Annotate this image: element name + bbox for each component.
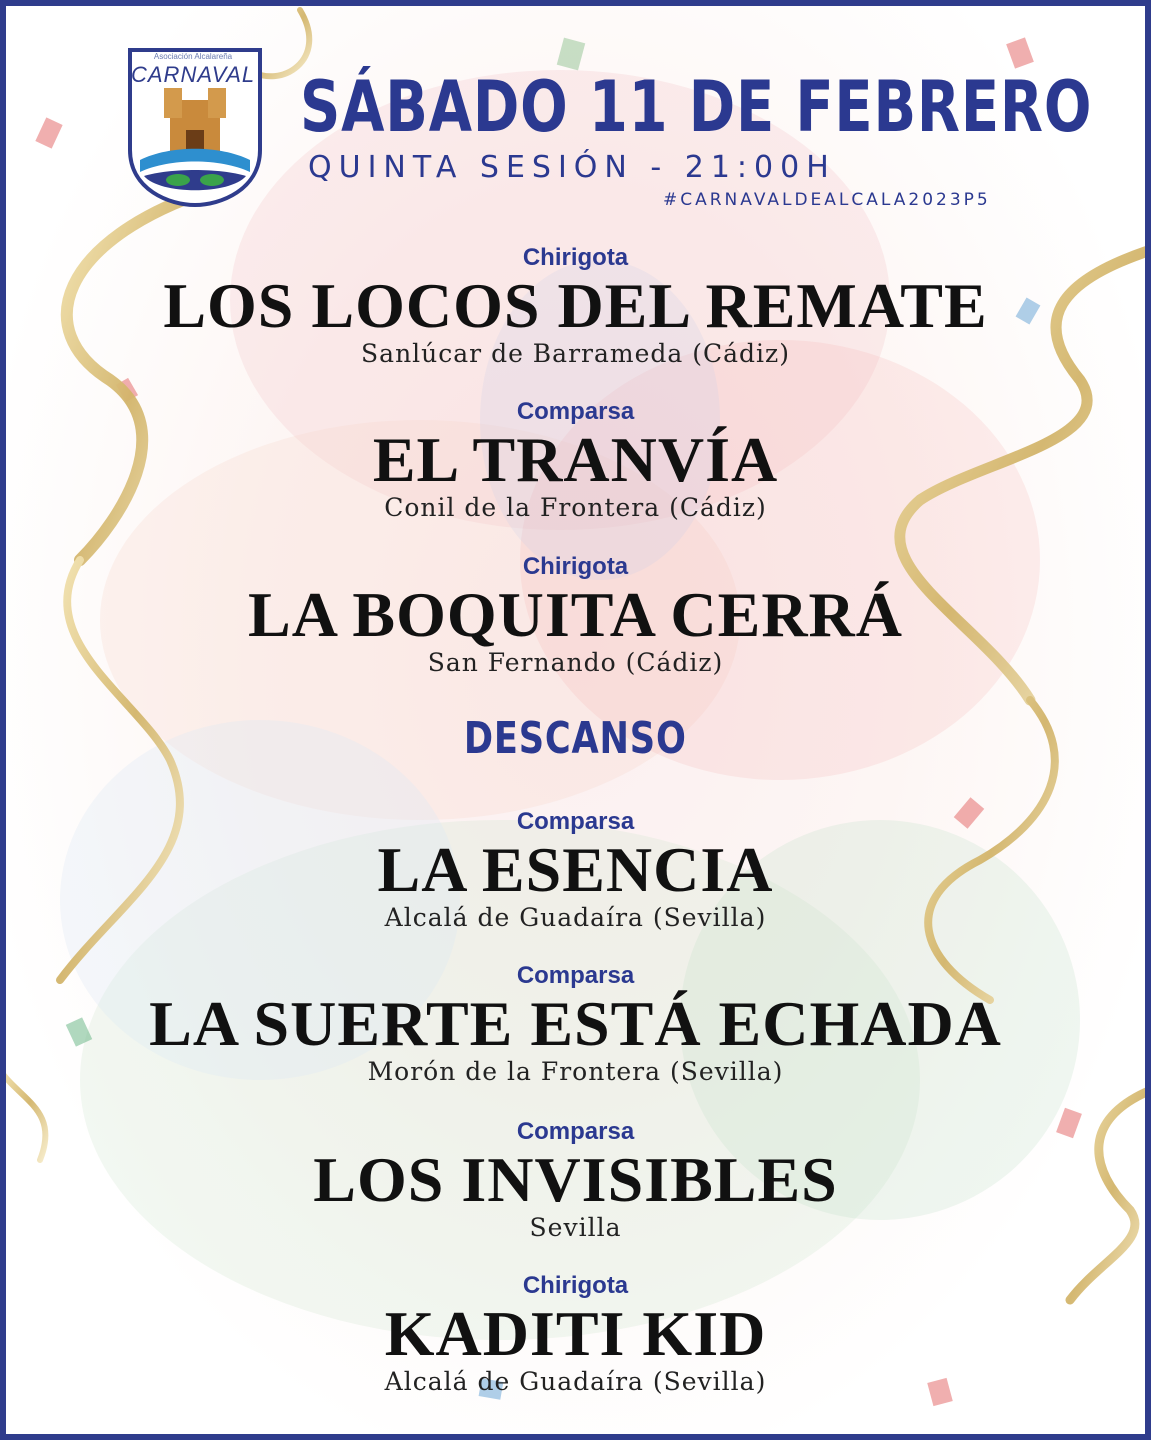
entry-name: LOS LOCOS DEL REMATE [163, 270, 988, 341]
entry-name: KADITI KID [384, 1298, 767, 1369]
entry-origin: Sanlúcar de Barrameda (Cádiz) [361, 339, 790, 368]
program-entry [0, 243, 1151, 369]
entry-type: Chirigota [522, 244, 629, 271]
entry-type: Chirigota [522, 553, 629, 580]
entry-type: Comparsa [516, 398, 635, 425]
entry-type: Comparsa [516, 808, 635, 835]
logo-subtext: Asociación Alcalareña [153, 52, 233, 61]
entry-origin: Alcalá de Guadaíra (Sevilla) [384, 903, 767, 932]
entry-name: LOS INVISIBLES [313, 1144, 838, 1215]
program-entry [0, 1271, 1151, 1397]
entry-origin: Sevilla [529, 1213, 622, 1242]
hashtag: #CARNAVALDEALCALA2023P5 [663, 190, 991, 210]
program-entry [0, 807, 1151, 933]
entry-origin: Conil de la Frontera (Cádiz) [384, 493, 767, 522]
break-label: DESCANSO [464, 713, 687, 764]
entry-type: Chirigota [522, 1272, 629, 1299]
entry-name: LA BOQUITA CERRÁ [248, 579, 903, 650]
entry-type: Comparsa [516, 1118, 635, 1145]
break-label-row [0, 713, 1151, 764]
entry-origin: Morón de la Frontera (Sevilla) [367, 1057, 784, 1086]
entry-origin: Alcalá de Guadaíra (Sevilla) [384, 1367, 767, 1396]
program-entry [0, 552, 1151, 678]
entry-name: EL TRANVÍA [372, 424, 779, 495]
entry-origin: San Fernando (Cádiz) [427, 648, 724, 677]
session-time: QUINTA SESIÓN - 21:00H [308, 150, 836, 185]
event-date: SÁBADO 11 DE FEBRERO [300, 66, 1093, 148]
entry-name: LA SUERTE ESTÁ ECHADA [149, 988, 1002, 1059]
entry-type: Comparsa [516, 962, 635, 989]
logo-text: CARNAVAL [131, 62, 256, 87]
program-entry [0, 1117, 1151, 1243]
program-entry [0, 397, 1151, 523]
entry-name: LA ESENCIA [377, 834, 774, 905]
program-entry [0, 961, 1151, 1087]
